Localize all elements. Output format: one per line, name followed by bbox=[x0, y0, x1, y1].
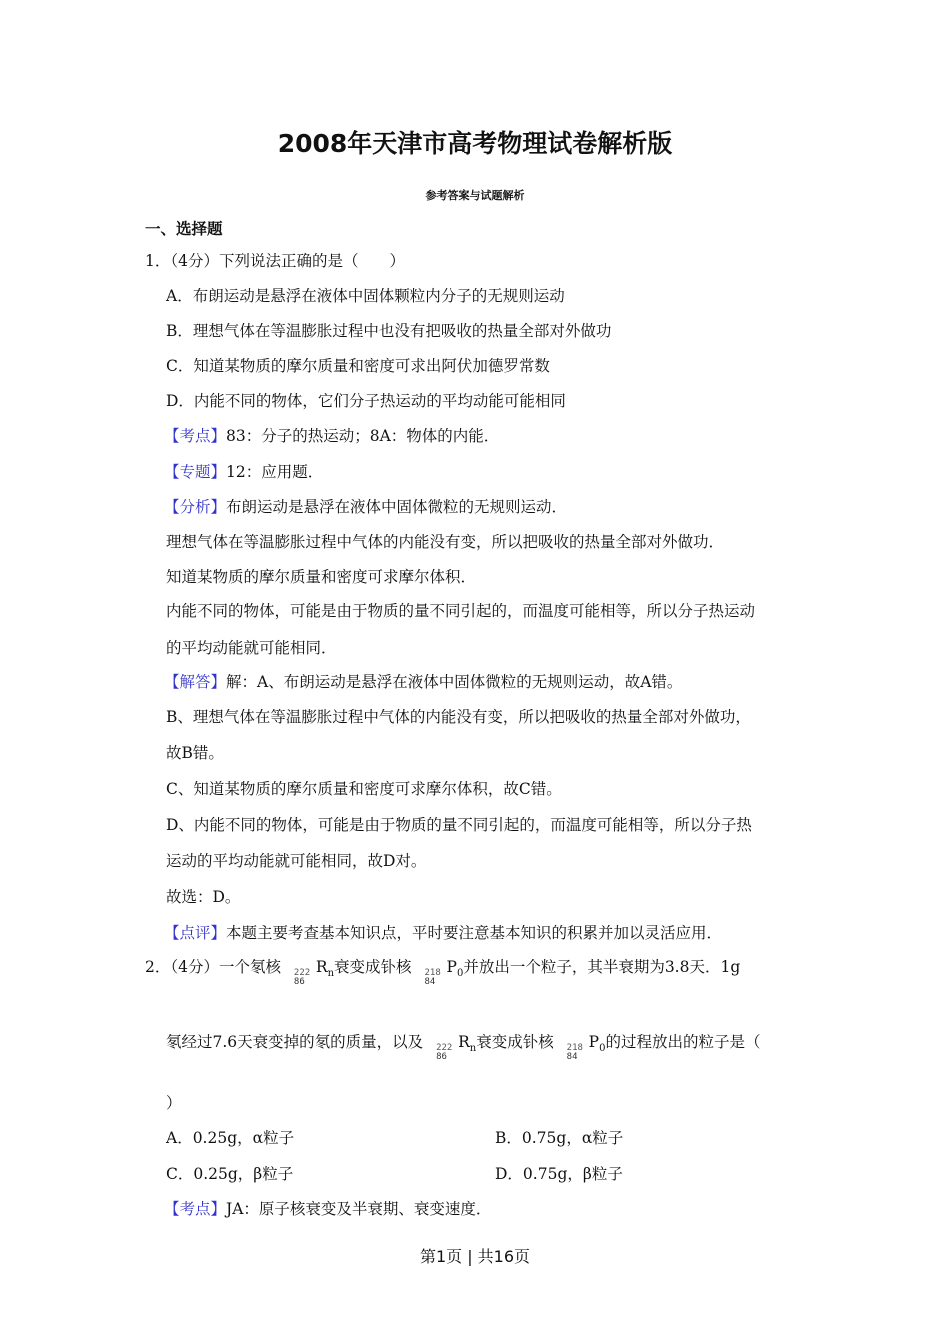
q2-text: 氡经过7.6天衰变掉的氡的质量，以及 bbox=[166, 1033, 424, 1051]
nuclide-symbol: R bbox=[315, 958, 328, 976]
nuclide-sub: 0 bbox=[599, 1043, 606, 1055]
jieda-line: 运动的平均动能就可能相同，故D对。 bbox=[166, 852, 427, 870]
jieda-line: 故B错。 bbox=[166, 744, 224, 762]
nuclide-symbol: P bbox=[588, 1033, 600, 1051]
nuclide-sub: 0 bbox=[456, 968, 464, 980]
atomic-number: 86 bbox=[436, 1052, 447, 1062]
nuclide-sub: n bbox=[469, 1043, 477, 1055]
q2-stem-line3: ） bbox=[166, 1094, 182, 1112]
dianping-tag: 【点评】 bbox=[164, 924, 227, 942]
zhuanti-tag: 【专题】 bbox=[164, 463, 227, 481]
mass-number: 222 bbox=[436, 1043, 453, 1053]
nuclide-symbol: P bbox=[446, 958, 457, 976]
doc-subtitle: 参考答案与试题解析 bbox=[425, 189, 525, 202]
q2-stem-line1 bbox=[145, 957, 741, 987]
radon-nuclide bbox=[286, 957, 316, 987]
jieda-tag: 【解答】 bbox=[164, 673, 227, 691]
q1-option-b: B．理想气体在等温膨胀过程中也没有把吸收的热量全部对外做功 bbox=[166, 322, 612, 340]
fenxi-line: 理想气体在等温膨胀过程中气体的内能没有变，所以把吸收的热量全部对外做功． bbox=[166, 533, 725, 551]
q1-kaodian bbox=[164, 426, 499, 446]
q2-option-c: C．0.25g，β粒子 bbox=[166, 1165, 294, 1183]
q1-stem: 1．（4分）下列说法正确的是（ ） bbox=[145, 252, 405, 270]
jieda-line: 故选：D。 bbox=[166, 888, 241, 906]
nuclide-sub: n bbox=[327, 968, 335, 980]
jieda-line: D、内能不同的物体，可能是由于物质的量不同引起的，而温度可能相等，所以分子热 bbox=[166, 816, 752, 834]
q1-option-a: A．布朗运动是悬浮在液体中固体颗粒内分子的无规则运动 bbox=[166, 287, 565, 305]
atomic-number: 86 bbox=[293, 977, 305, 987]
atomic-number: 84 bbox=[566, 1052, 578, 1062]
fenxi-line: 的平均动能就可能相同． bbox=[166, 639, 337, 657]
kaodian-text: 83：分子的热运动；8A：物体的内能． bbox=[226, 427, 500, 445]
q2-option-b: B．0.75g，α粒子 bbox=[495, 1129, 624, 1147]
kaodian-text: JA：原子核衰变及半衰期、衰变速度． bbox=[226, 1200, 492, 1218]
q2-text: 并放出一个粒子，其半衰期为3.8天．1g bbox=[463, 958, 741, 976]
nuclide-symbol: R bbox=[458, 1033, 470, 1051]
mass-number: 218 bbox=[566, 1043, 583, 1053]
polonium-nuclide bbox=[559, 1032, 589, 1062]
q2-text: 衰变成钋核 bbox=[476, 1033, 554, 1051]
mass-number: 218 bbox=[424, 968, 441, 978]
zhuanti-text: 12：应用题． bbox=[226, 463, 324, 481]
q2-text: 衰变成钋核 bbox=[334, 958, 412, 976]
atomic-number: 84 bbox=[424, 977, 436, 987]
q2-text: 的过程放出的粒子是（ bbox=[605, 1033, 761, 1051]
fenxi-line: 知道某物质的摩尔质量和密度可求摩尔体积． bbox=[166, 568, 477, 586]
q1-jieda bbox=[164, 672, 682, 692]
doc-title: 2008年天津市高考物理试卷解析版 bbox=[277, 129, 673, 158]
fenxi-text: 布朗运动是悬浮在液体中固体微粒的无规则运动． bbox=[226, 498, 568, 516]
jieda-line: B、理想气体在等温膨胀过程中气体的内能没有变，所以把吸收的热量全部对外做功， bbox=[166, 708, 751, 726]
q2-text: 2．（4分）一个氡核 bbox=[145, 958, 281, 976]
q1-option-d: D．内能不同的物体，它们分子热运动的平均动能可能相同 bbox=[166, 392, 566, 410]
q2-kaodian bbox=[164, 1199, 491, 1219]
q1-fenxi bbox=[164, 497, 567, 517]
mass-number: 222 bbox=[293, 968, 311, 978]
q2-option-d: D．0.75g，β粒子 bbox=[495, 1165, 623, 1183]
q2-option-a: A．0.25g，α粒子 bbox=[166, 1129, 295, 1147]
q1-option-c: C．知道某物质的摩尔质量和密度可求出阿伏加德罗常数 bbox=[166, 357, 550, 375]
radon-nuclide bbox=[428, 1032, 458, 1062]
q1-dianping bbox=[164, 923, 722, 943]
polonium-nuclide bbox=[417, 957, 447, 987]
fenxi-tag: 【分析】 bbox=[164, 498, 227, 516]
q1-zhuanti bbox=[164, 462, 323, 482]
kaodian-tag: 【考点】 bbox=[164, 427, 227, 445]
section-heading: 一、选择题 bbox=[145, 220, 223, 238]
jieda-line: C、知道某物质的摩尔质量和密度可求摩尔体积，故C错。 bbox=[166, 780, 562, 798]
kaodian-tag: 【考点】 bbox=[164, 1200, 227, 1218]
jieda-text: 解：A、布朗运动是悬浮在液体中固体微粒的无规则运动，故A错。 bbox=[226, 673, 683, 691]
fenxi-line: 内能不同的物体，可能是由于物质的量不同引起的，而温度可能相等，所以分子热运动 bbox=[166, 602, 756, 620]
page-footer: 第1页 | 共16页 bbox=[419, 1247, 531, 1266]
q2-stem-line2 bbox=[166, 1032, 761, 1062]
dianping-text: 本题主要考查基本知识点，平时要注意基本知识的积累并加以灵活应用． bbox=[226, 924, 723, 942]
